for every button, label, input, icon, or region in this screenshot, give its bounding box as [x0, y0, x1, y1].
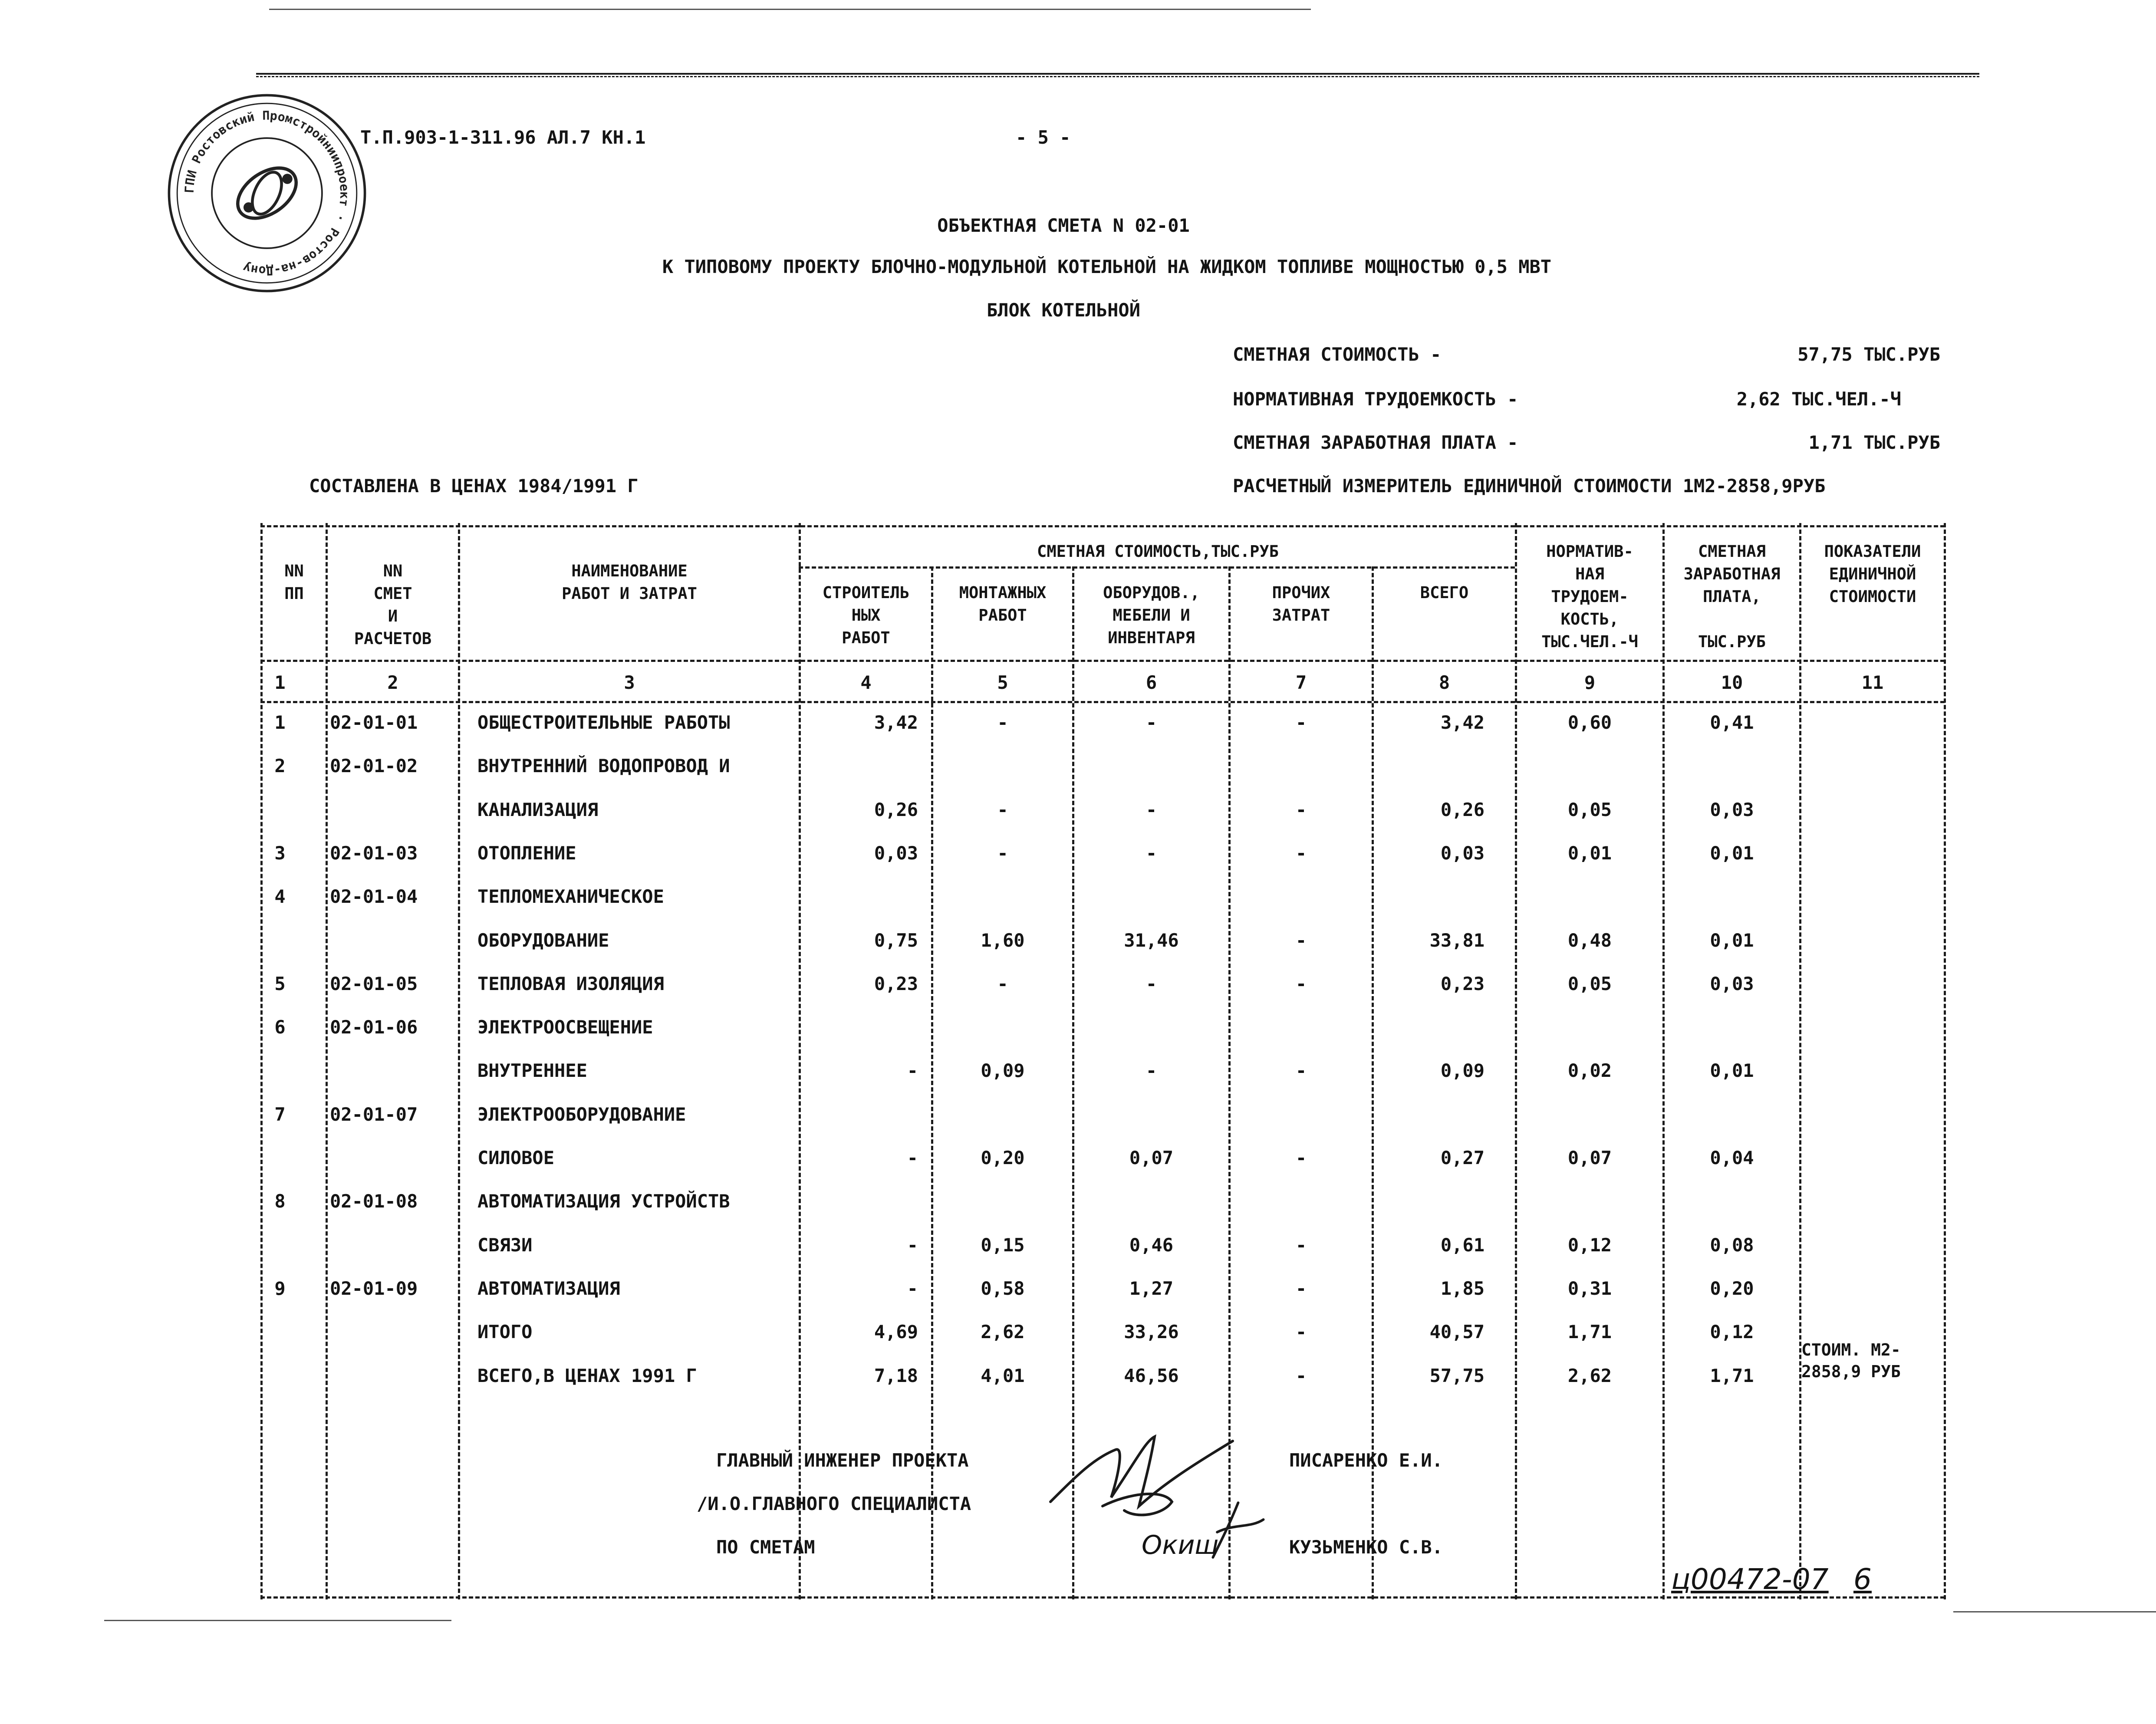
document-title: ОБЪЕКТНАЯ СМЕТА N 02-01	[937, 215, 1190, 236]
header-col-8: ВСЕГО	[1420, 583, 1469, 602]
total-cost: 40,57	[1429, 1321, 1485, 1343]
total-cost: 0,61	[1440, 1234, 1485, 1256]
salary: 0,01	[1710, 929, 1754, 951]
item-name: ОБЩЕСТРОИТЕЛЬНЫЕ РАБОТЫ	[477, 712, 730, 733]
equipment-cost: 0,07	[1129, 1147, 1174, 1168]
estimate-number: 02-01-06	[330, 1017, 418, 1038]
top-rule	[256, 73, 1979, 75]
item-name: ТЕПЛОМЕХАНИЧЕСКОЕ	[477, 886, 664, 908]
header-col-3: НАИМЕНОВАНИЕ РАБОТ И ЗАТРАТ	[562, 562, 697, 603]
installation-cost: 0,15	[981, 1234, 1025, 1256]
block-name: БЛОК КОТЕЛЬНОЙ	[986, 299, 1140, 321]
col-number-2: 2	[387, 672, 398, 693]
item-name: СВЯЗИ	[477, 1234, 533, 1256]
header-bottom-border	[260, 660, 1945, 662]
installation-cost: 2,62	[981, 1321, 1025, 1343]
stamp-text: ГПИ Ростовский Промстройниипроект · Ростов-на-Дону	[182, 108, 352, 278]
other-cost: -	[1295, 799, 1307, 820]
header-col-6: ОБОРУДОВ., МЕБЕЛИ И ИНВЕНТАРЯ	[1103, 583, 1200, 647]
other-cost: -	[1295, 1147, 1307, 1168]
inventory-number: ц00472-07	[1671, 1563, 1829, 1596]
construction-cost: -	[907, 1234, 918, 1256]
construction-cost: 3,42	[874, 712, 918, 733]
equipment-cost: 1,27	[1129, 1277, 1174, 1299]
summary-value-salary: 1,71 ТЫС.РУБ	[1808, 432, 1940, 453]
col-number-1: 1	[274, 672, 286, 693]
equipment-cost: -	[1145, 1060, 1157, 1082]
page-marker: - 5 -	[1016, 127, 1071, 148]
installation-cost: 1,60	[981, 929, 1025, 951]
total-cost: 0,03	[1440, 842, 1485, 864]
salary: 0,12	[1710, 1321, 1754, 1343]
row-number: 6	[274, 1017, 286, 1038]
specialist-label-1: /И.О.ГЛАВНОГО СПЕЦИАЛИСТА	[697, 1493, 971, 1514]
total-cost: 33,81	[1429, 929, 1485, 951]
construction-cost: -	[907, 1147, 918, 1168]
estimate-number: 02-01-01	[330, 712, 418, 733]
other-cost: -	[1295, 712, 1307, 733]
summary-label-salary: СМЕТНАЯ ЗАРАБОТНАЯ ПЛАТА -	[1233, 432, 1518, 453]
unit-cost-measure: РАСЧЕТНЫЙ ИЗМЕРИТЕЛЬ ЕДИНИЧНОЙ СТОИМОСТИ 1М2-2858,9РУБ	[1233, 475, 1826, 497]
salary: 0,01	[1710, 842, 1754, 864]
estimate-number: 02-01-02	[330, 755, 418, 777]
top-rule-dashed	[256, 76, 1979, 77]
other-cost: -	[1295, 929, 1307, 951]
summary-label-labor: НОРМАТИВНАЯ ТРУДОЕМКОСТЬ -	[1233, 388, 1518, 410]
construction-cost: 0,26	[874, 799, 918, 820]
table-bottom-border	[260, 1596, 1945, 1599]
equipment-cost: -	[1145, 799, 1157, 820]
specialist-label-2: ПО СМЕТАМ	[716, 1536, 815, 1558]
item-name: ТЕПЛОВАЯ ИЗОЛЯЦИЯ	[477, 973, 664, 994]
col-number-bottom-border	[260, 701, 1945, 703]
salary: 0,41	[1710, 712, 1754, 733]
chief-engineer-name: ПИСАРЕНКО Е.И.	[1289, 1450, 1443, 1471]
col-number-9: 9	[1584, 672, 1596, 693]
header-col-10: СМЕТНАЯ ЗАРАБОТНАЯ ПЛАТА, ТЫС.РУБ	[1683, 542, 1781, 651]
row-number: 2	[274, 755, 286, 777]
col-number-10: 10	[1721, 672, 1743, 693]
other-cost: -	[1295, 1277, 1307, 1299]
bottom-scan-line	[104, 1620, 451, 1621]
total-cost: 57,75	[1429, 1365, 1485, 1386]
installation-cost: -	[997, 973, 1008, 994]
header-col-4: СТРОИТЕЛЬ НЫХ РАБОТ	[822, 583, 910, 647]
row-number: 8	[274, 1191, 286, 1212]
total-cost: 0,27	[1440, 1147, 1485, 1168]
equipment-cost: 31,46	[1124, 929, 1179, 951]
total-cost: 1,85	[1440, 1277, 1485, 1299]
item-name: ОТОПЛЕНИЕ	[477, 842, 576, 864]
labor-intensity: 0,31	[1567, 1277, 1612, 1299]
labor-intensity: 0,07	[1567, 1147, 1612, 1168]
unit-indicator-line-1: СТОИМ. М2-	[1801, 1340, 1901, 1359]
installation-cost: 0,09	[981, 1060, 1025, 1082]
header-col-5: МОНТАЖНЫХ РАБОТ	[959, 583, 1047, 625]
total-cost: 0,26	[1440, 799, 1485, 820]
specialist-name: КУЗЬМЕНКО С.В.	[1289, 1536, 1443, 1558]
installation-cost: -	[997, 799, 1008, 820]
top-scan-line	[269, 9, 1311, 10]
table-right-border	[1944, 523, 1946, 1599]
equipment-cost: 33,26	[1124, 1321, 1179, 1343]
col-number-7: 7	[1295, 672, 1307, 693]
col-number-3: 3	[624, 672, 635, 693]
bottom-scan-line-right	[1953, 1611, 2156, 1612]
salary: 0,08	[1710, 1234, 1754, 1256]
row-number: 7	[274, 1103, 286, 1125]
total-cost: 3,42	[1440, 712, 1485, 733]
other-cost: -	[1295, 973, 1307, 994]
summary-value-labor: 2,62 ТЫС.ЧЕЛ.-Ч	[1736, 388, 1901, 410]
installation-cost: -	[997, 842, 1008, 864]
labor-intensity: 0,05	[1567, 973, 1612, 994]
installation-cost: 0,58	[981, 1277, 1025, 1299]
group-header: СМЕТНАЯ СТОИМОСТЬ,ТЫС.РУБ	[1037, 542, 1279, 561]
item-name: АВТОМАТИЗАЦИЯ УСТРОЙСТВ	[477, 1191, 730, 1212]
estimate-number: 02-01-09	[330, 1277, 418, 1299]
sheet-number: 6	[1853, 1563, 1872, 1596]
item-name: СИЛОВОЕ	[477, 1147, 555, 1168]
labor-intensity: 0,60	[1567, 712, 1612, 733]
construction-cost: -	[907, 1277, 918, 1299]
chief-engineer-label: ГЛАВНЫЙ ИНЖЕНЕР ПРОЕКТА	[716, 1450, 969, 1471]
labor-intensity: 2,62	[1567, 1365, 1612, 1386]
organization-stamp	[165, 91, 369, 295]
row-number: 1	[274, 712, 286, 733]
other-cost: -	[1295, 1365, 1307, 1386]
equipment-cost: 0,46	[1129, 1234, 1174, 1256]
svg-text:ГПИ Ростовский Промстройниипро	[182, 109, 352, 278]
col-number-6: 6	[1145, 672, 1157, 693]
item-name: ЭЛЕКТРООБОРУДОВАНИЕ	[477, 1103, 686, 1125]
header-col-7: ПРОЧИХ ЗАТРАТ	[1272, 583, 1330, 625]
row-number: 5	[274, 973, 286, 994]
salary: 0,04	[1710, 1147, 1754, 1168]
labor-intensity: 0,48	[1567, 929, 1612, 951]
construction-cost: -	[907, 1060, 918, 1082]
handwritten-note: Окиш	[1142, 1530, 1219, 1560]
estimate-number: 02-01-04	[330, 886, 418, 908]
group-header-rule	[799, 566, 1515, 569]
equipment-cost: 46,56	[1124, 1365, 1179, 1386]
equipment-cost: -	[1145, 973, 1157, 994]
labor-intensity: 1,71	[1567, 1321, 1612, 1343]
item-name: ЭЛЕКТРООСВЕЩЕНИЕ	[477, 1017, 653, 1038]
equipment-cost: -	[1145, 712, 1157, 733]
estimate-number: 02-01-05	[330, 973, 418, 994]
prices-note: СОСТАВЛЕНА В ЦЕНАХ 1984/1991 Г	[309, 475, 639, 497]
construction-cost: 4,69	[874, 1321, 918, 1343]
table-top-border	[260, 525, 1945, 527]
item-name: АВТОМАТИЗАЦИЯ	[477, 1277, 620, 1299]
item-name: ИТОГО	[477, 1321, 533, 1343]
item-name: ВСЕГО,В ЦЕНАХ 1991 Г	[477, 1365, 697, 1386]
col-number-8: 8	[1438, 672, 1450, 693]
estimate-number: 02-01-07	[330, 1103, 418, 1125]
total-cost: 0,23	[1440, 973, 1485, 994]
summary-label-cost: СМЕТНАЯ СТОИМОСТЬ -	[1233, 344, 1442, 365]
item-name: ВНУТРЕННЕЕ	[477, 1060, 587, 1082]
document-subtitle: К ТИПОВОМУ ПРОЕКТУ БЛОЧНО-МОДУЛЬНОЙ КОТЕЛЬНОЙ НА ЖИДКОМ ТОПЛИВЕ МОЩНОСТЬЮ 0,5 МВТ	[662, 256, 1552, 277]
labor-intensity: 0,12	[1567, 1234, 1612, 1256]
row-number: 9	[274, 1277, 286, 1299]
header-col-2: NN СМЕТ И РАСЧЕТОВ	[354, 562, 432, 648]
construction-cost: 0,03	[874, 842, 918, 864]
col-number-5: 5	[997, 672, 1008, 693]
row-number: 3	[274, 842, 286, 864]
header-col-1: NN ПП	[284, 562, 304, 603]
labor-intensity: 0,01	[1567, 842, 1612, 864]
equipment-cost: -	[1145, 842, 1157, 864]
salary: 0,03	[1710, 799, 1754, 820]
other-cost: -	[1295, 1060, 1307, 1082]
construction-cost: 7,18	[874, 1365, 918, 1386]
construction-cost: 0,23	[874, 973, 918, 994]
salary: 0,01	[1710, 1060, 1754, 1082]
estimate-number: 02-01-08	[330, 1191, 418, 1212]
construction-cost: 0,75	[874, 929, 918, 951]
labor-intensity: 0,05	[1567, 799, 1612, 820]
item-name: ВНУТРЕННИЙ ВОДОПРОВОД И	[477, 755, 730, 777]
installation-cost: 0,20	[981, 1147, 1025, 1168]
total-cost: 0,09	[1440, 1060, 1485, 1082]
item-name: ОБОРУДОВАНИЕ	[477, 929, 609, 951]
estimate-number: 02-01-03	[330, 842, 418, 864]
document-reference: Т.П.903-1-311.96 АЛ.7 КН.1	[360, 127, 646, 148]
summary-value-cost: 57,75 ТЫС.РУБ	[1797, 344, 1940, 365]
header-col-9: НОРМАТИВ- НАЯ ТРУДОЕМ- КОСТЬ, ТЫС.ЧЕЛ.-Ч	[1541, 542, 1638, 651]
other-cost: -	[1295, 1234, 1307, 1256]
unit-indicator-line-2: 2858,9 РУБ	[1801, 1362, 1901, 1381]
col-number-11: 11	[1861, 672, 1884, 693]
item-name: КАНАЛИЗАЦИЯ	[477, 799, 599, 820]
installation-cost: -	[997, 712, 1008, 733]
salary: 1,71	[1710, 1365, 1754, 1386]
row-number: 4	[274, 886, 286, 908]
installation-cost: 4,01	[981, 1365, 1025, 1386]
other-cost: -	[1295, 842, 1307, 864]
other-cost: -	[1295, 1321, 1307, 1343]
labor-intensity: 0,02	[1567, 1060, 1612, 1082]
col-number-4: 4	[860, 672, 872, 693]
salary: 0,03	[1710, 973, 1754, 994]
header-col-11: ПОКАЗАТЕЛИ ЕДИНИЧНОЙ СТОИМОСТИ	[1824, 542, 1921, 606]
salary: 0,20	[1710, 1277, 1754, 1299]
